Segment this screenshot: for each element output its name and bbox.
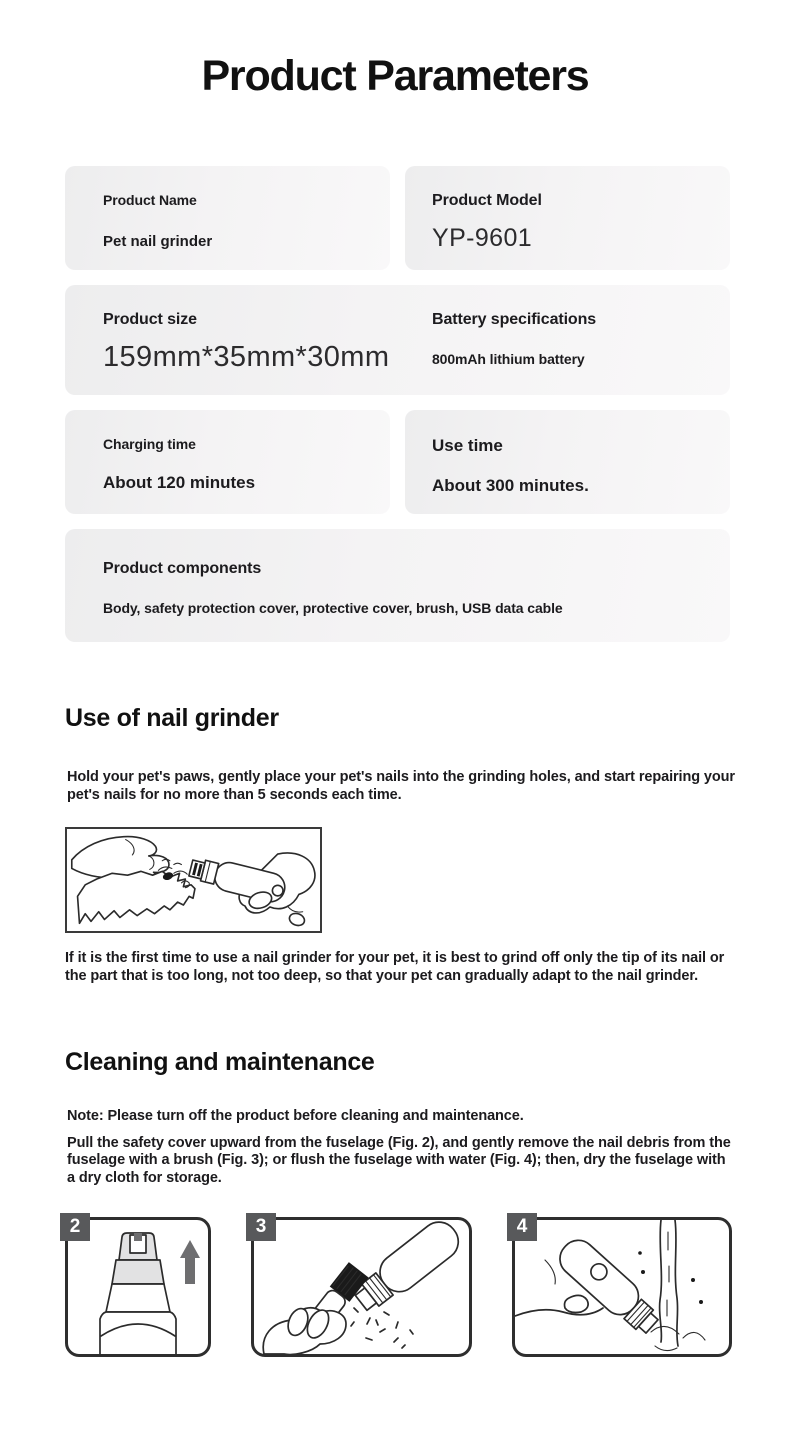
spec-cards — [65, 166, 730, 642]
card-product-size — [65, 285, 432, 395]
use-time-value: About 300 minutes. — [432, 476, 589, 495]
figure-2-pull-cover — [65, 1217, 211, 1357]
card-product-name — [65, 166, 390, 270]
usage-first-time-note: If it is the first time to use a nail grinder for your pet, it is best to grind off only the tip of its nail or the part that is too long, not too deep, so that your pet can gradually adapt to the nail grinder. — [65, 950, 725, 984]
components-label: Product components — [103, 560, 262, 577]
figure-paw-grinding — [65, 827, 322, 933]
product-model-label: Product Model — [432, 192, 542, 209]
cleaning-section — [65, 1048, 735, 1357]
brush-cleaning-illustration — [254, 1220, 469, 1354]
card-size-battery — [65, 285, 730, 395]
card-charging-time — [65, 410, 390, 514]
figure-3-brush-debris — [251, 1217, 472, 1357]
usage-section — [65, 704, 735, 985]
battery-label: Battery specifications — [432, 311, 597, 328]
cleaning-note: Note: Please turn off the product before cleaning and maintenance. — [67, 1108, 524, 1124]
charging-time-value: About 120 minutes — [103, 473, 256, 492]
figure-2-badge: 2 — [60, 1213, 90, 1241]
card-product-model — [405, 166, 730, 270]
cleaning-instructions: Pull the safety cover upward from the fuselage (Fig. 2), and gently remove the nail debris from the fuselage with a brush (Fig. 3); or flush the fuselage with water (Fig. 4); then, dry the fuselage with a dry cloth for storage. — [67, 1134, 731, 1186]
figure-4-badge: 4 — [507, 1213, 537, 1241]
product-name-value: Pet nail grinder — [103, 233, 213, 250]
product-size-value: 159mm*35mm*30mm — [103, 341, 390, 373]
spec-row-1 — [65, 166, 730, 270]
components-value: Body, safety protection cover, protective cover, brush, USB data cable — [103, 600, 563, 616]
product-model-value: YP-9601 — [432, 224, 533, 252]
page-title: Product Parameters — [201, 52, 589, 100]
figure-3-badge: 3 — [246, 1213, 276, 1241]
card-battery — [432, 285, 730, 395]
product-detail-page — [0, 52, 790, 1452]
card-use-time — [405, 410, 730, 514]
product-name-label: Product Name — [103, 192, 197, 208]
spec-row-3 — [65, 410, 730, 514]
product-size-label: Product size — [103, 311, 197, 328]
figure-4-rinse-water — [512, 1217, 732, 1357]
paw-and-grinder-illustration — [67, 829, 320, 931]
battery-value: 800mAh lithium battery — [432, 351, 585, 367]
card-components — [65, 529, 730, 642]
cleaning-heading: Cleaning and maintenance — [65, 1048, 375, 1076]
usage-heading: Use of nail grinder — [65, 704, 279, 732]
usage-instructions: Hold your pet's paws, gently place your pet's nails into the grinding holes, and start repairing your pet's nails for no more than 5 seconds each time. — [67, 769, 735, 803]
charging-time-label: Charging time — [103, 436, 196, 452]
water-rinse-illustration — [515, 1220, 729, 1354]
cleaning-figures — [65, 1217, 732, 1357]
use-time-label: Use time — [432, 436, 503, 455]
